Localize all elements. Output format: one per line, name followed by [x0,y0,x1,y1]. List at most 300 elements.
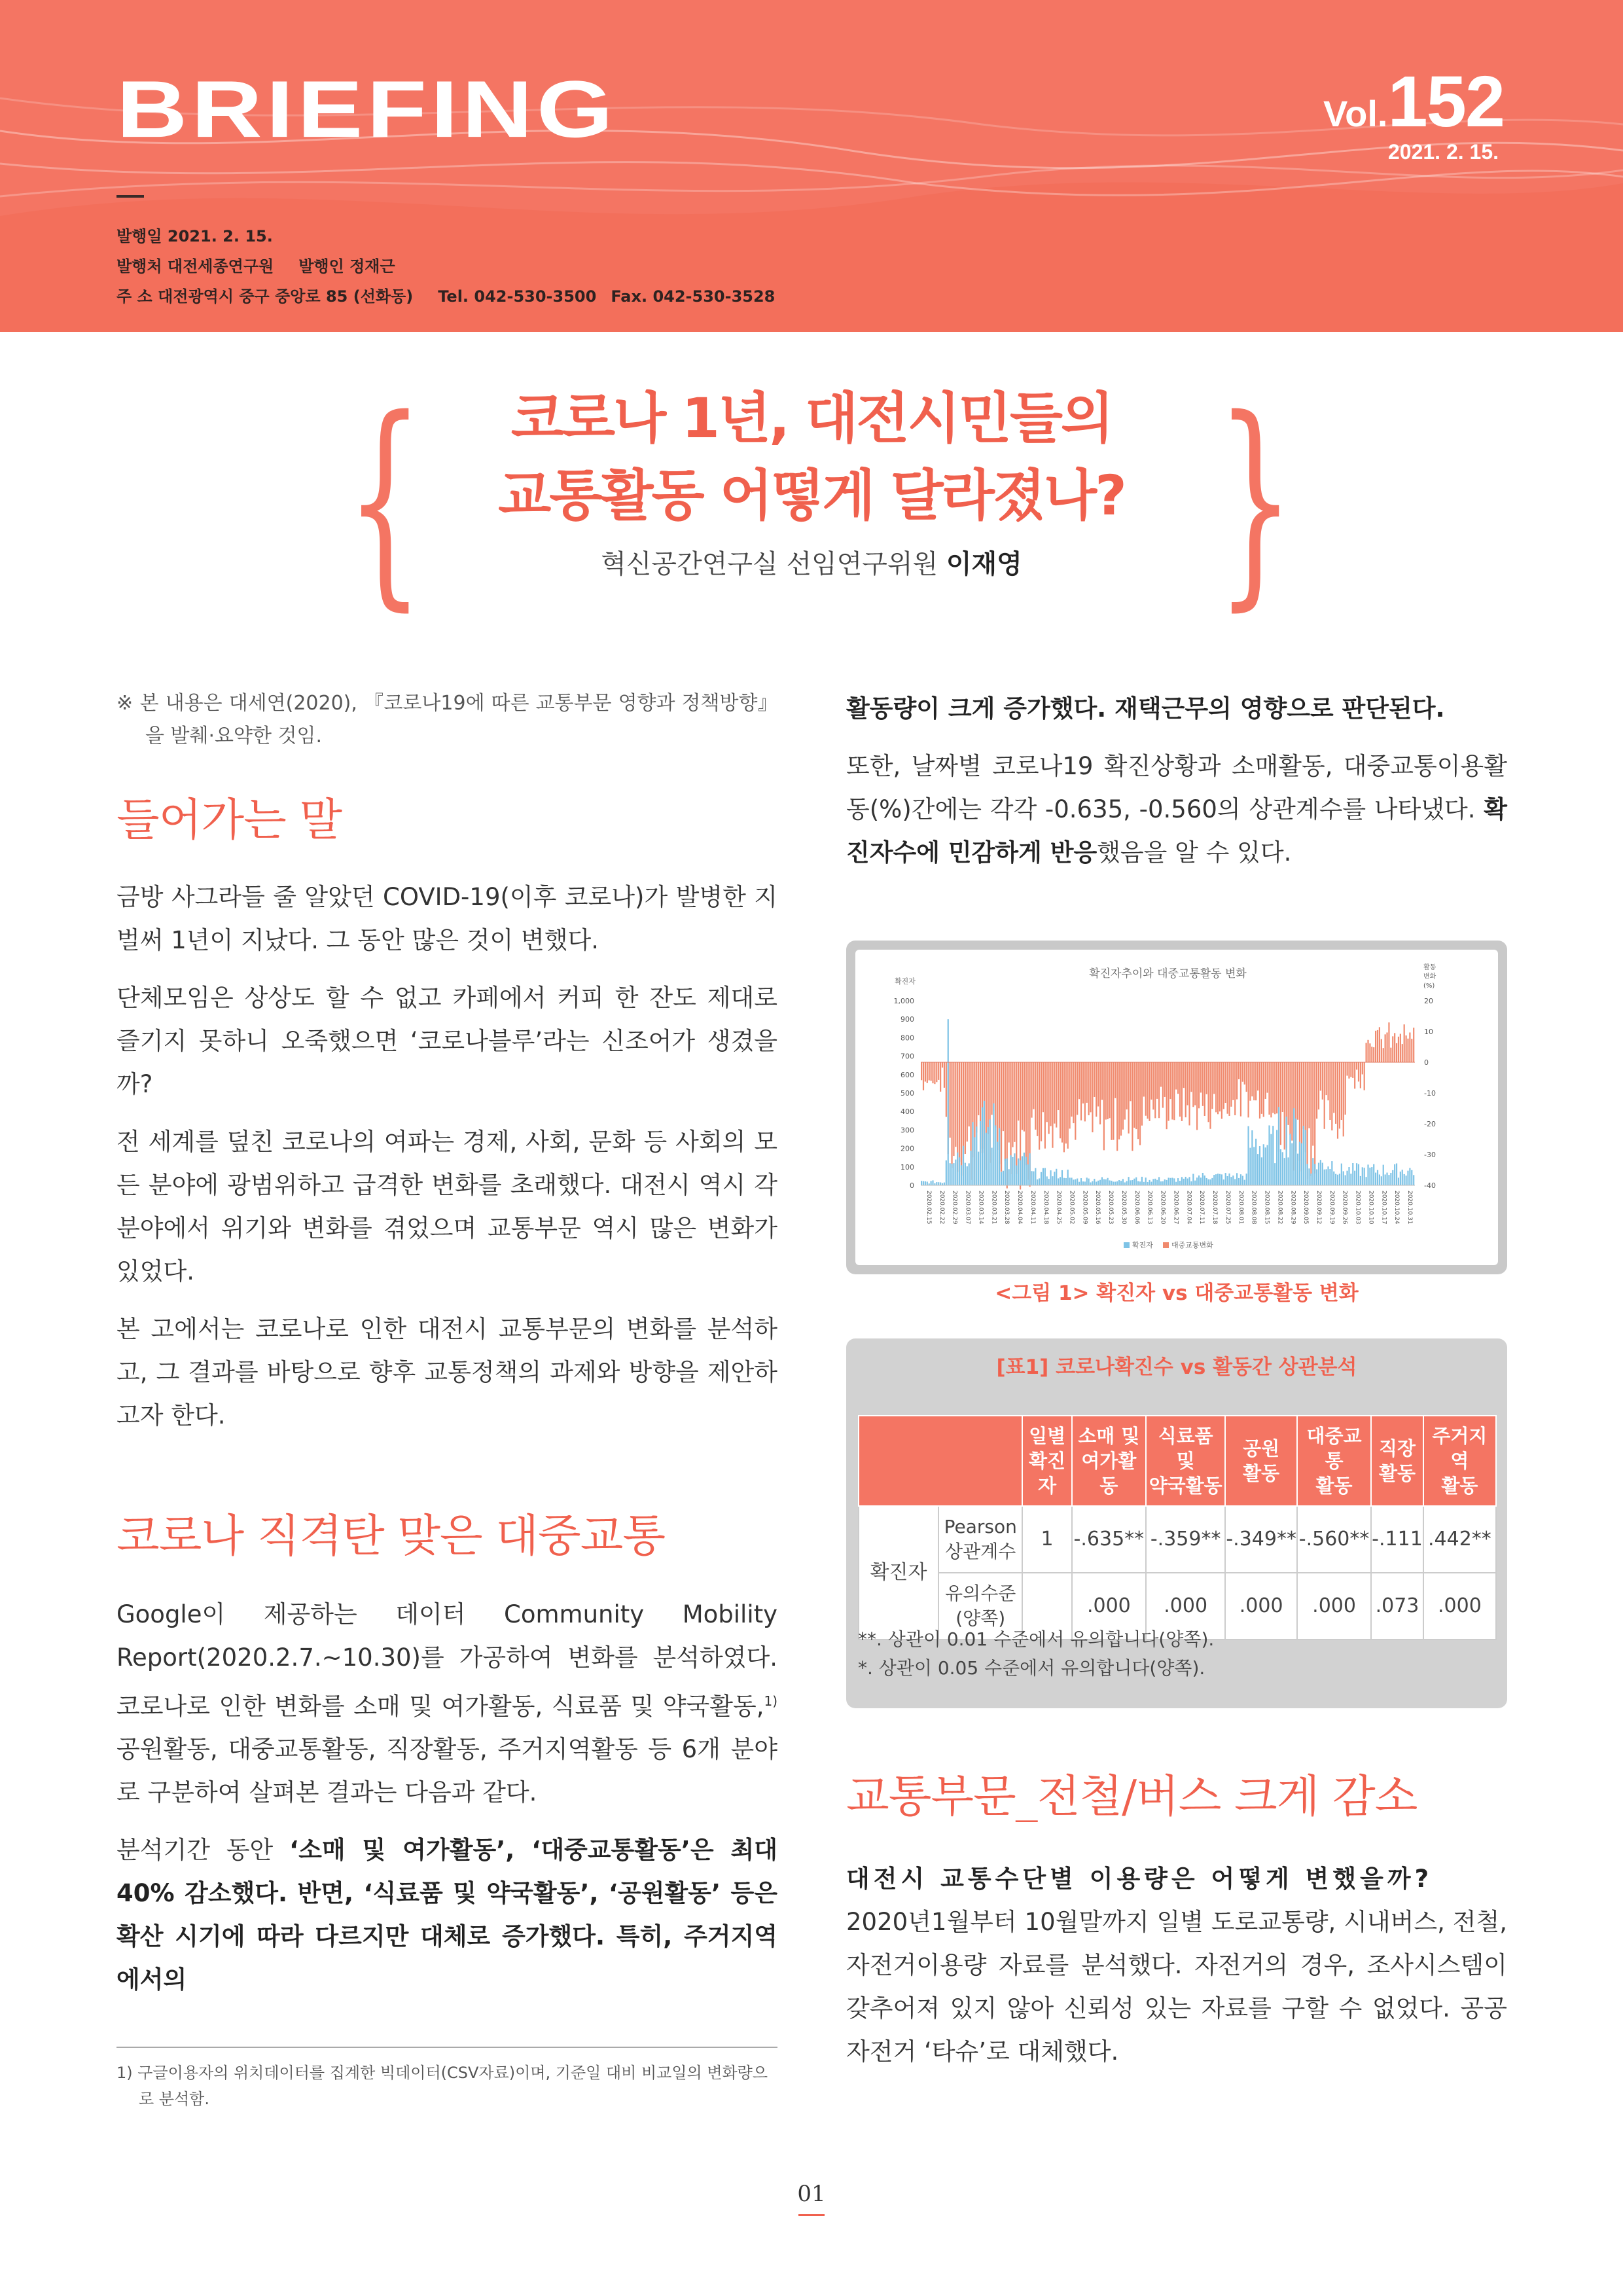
table-header: 주거지역 활동 [1423,1416,1496,1506]
activity-bar [1221,1062,1222,1119]
activity-bar [932,1062,933,1083]
confirmed-bar [1012,1157,1013,1185]
modes-question: 대전시 교통수단별 이용량은 어떻게 변했을까? [846,1865,1433,1893]
activity-bar [1409,1032,1410,1062]
confirmed-bar [951,1164,952,1185]
confirmed-bar [1362,1167,1363,1185]
confirmed-bar [1341,1164,1342,1185]
confirmed-bar [1390,1173,1391,1185]
activity-bar [1154,1062,1156,1118]
activity-bar [1005,1062,1006,1161]
activity-bar [1246,1062,1247,1092]
activity-bar [1396,1043,1397,1062]
confirmed-bar [1097,1181,1099,1185]
activity-bar [1022,1062,1023,1130]
confirmed-bar [969,1163,970,1185]
activity-bar [1253,1062,1255,1100]
confirmed-bar [1388,1175,1389,1185]
transit-paragraph-1 [116,1593,777,1814]
confirmed-bar [1058,1178,1059,1185]
activity-bar [1303,1062,1304,1129]
table-corner [859,1416,1022,1506]
confirmed-bar [972,1122,973,1185]
article-title-line1: 코로나 1년, 대전시민들의 [510,386,1113,450]
activity-bar [1183,1062,1185,1088]
confirmed-bar [1192,1174,1194,1185]
confirmed-bar [1084,1181,1086,1185]
confirmed-bar [967,1166,968,1185]
row-label: Pearson 상관계수 [938,1506,1022,1573]
confirmed-bar [1024,1153,1025,1185]
activity-bar [1137,1062,1139,1139]
confirmed-bar [1122,1179,1124,1185]
confirmed-bar [1054,1172,1055,1185]
transit-paragraph-2b: ‘소매 및 여가활동’, ‘대중교통활동’은 최대 40% 감소했다. 반면, ‘식료품 및 약국활동’, ‘공원활동’ 등은 확산 시기에 따라 다르지만 대체로 증가했다. 특히, 주거지역에서의 [116,1836,777,1994]
activity-bar [1274,1062,1275,1114]
confirmed-bar [1173,1178,1175,1185]
activity-bar [1061,1062,1063,1143]
confirmed-bar [1204,1175,1205,1185]
confirmed-bar [1356,1163,1357,1185]
activity-bar [1219,1062,1221,1111]
activity-bar [1141,1062,1143,1126]
volume-label: Vol. [1323,93,1388,134]
activity-bar [1158,1062,1160,1118]
confirmed-bar [1069,1177,1071,1185]
activity-bar [1364,1062,1365,1090]
confirmed-bar [1398,1177,1399,1185]
confirmed-bar [1352,1163,1353,1185]
page-number: 01 [797,2181,826,2207]
confirmed-bar [1236,1173,1238,1185]
confirmed-bar [971,1151,972,1185]
activity-bar [1272,1062,1274,1113]
activity-bar [1088,1062,1090,1115]
y-tick-label: 0 [910,1181,914,1190]
activity-bar [1003,1062,1004,1131]
confirmed-bar [1185,1177,1186,1185]
confirmed-bar [1293,1108,1294,1185]
activity-bar [1012,1062,1013,1147]
confirmed-bar [1080,1178,1082,1185]
x-tick-label: 2020.02.22 [938,1191,945,1225]
confirmed-bar [1366,1177,1367,1185]
confirmed-bar [944,1183,945,1185]
confirmed-bar [1008,1169,1010,1185]
activity-bar [1162,1062,1164,1108]
activity-bar [1217,1062,1219,1114]
activity-bar [1147,1062,1149,1119]
header-divider [116,195,144,198]
confirmed-bar [1137,1181,1139,1185]
activity-bar [1318,1062,1319,1109]
activity-bar [1058,1062,1059,1110]
confirmed-bar [1350,1174,1351,1185]
activity-bar [1345,1062,1346,1115]
publisher-person: 발행인 정재근 [298,257,395,276]
confirmed-bar [1301,1143,1302,1185]
activity-bar [1063,1062,1065,1152]
confirmed-bar [1141,1177,1143,1185]
activity-bar [1247,1062,1249,1117]
confirmed-bar [1228,1174,1230,1185]
confirmed-bar [923,1181,924,1185]
table-cell: -.635** [1072,1506,1146,1573]
confirmed-bar [1207,1179,1209,1185]
confirmed-bar [1116,1181,1118,1185]
confirmed-bar [1297,1154,1298,1185]
confirmed-bar [1003,1171,1004,1185]
activity-bar [1001,1062,1002,1172]
confirmed-bar [1263,1144,1264,1185]
confirmed-bar [1259,1146,1260,1185]
activity-bar [1356,1062,1357,1069]
confirmed-bar [1190,1181,1192,1185]
activity-bar [1244,1062,1245,1085]
correlation-emphasis: 확진자수에 민감하게 반응 [846,795,1507,867]
confirmed-bar [1198,1175,1200,1185]
y-tick-label: 200 [901,1144,914,1153]
chart-frame [846,941,1507,1274]
confirmed-bar [1067,1170,1069,1185]
table-note-1: **. 상관이 0.01 수준에서 유의합니다(양쪽). [858,1628,1215,1650]
transit-paragraph-2a: 분석기간 동안 [116,1836,290,1865]
confirmed-bar [1339,1174,1340,1185]
brand-logo: BRIEFING [116,63,617,154]
x-tick-label: 2020.04.11 [1029,1191,1036,1225]
table-header: 대중교통 활동 [1297,1416,1371,1506]
y-tick-label: 100 [901,1162,914,1172]
confirmed-bar [1168,1177,1169,1185]
activity-bar [1139,1062,1141,1145]
confirmed-bar [1265,1147,1266,1185]
author-line [0,543,1623,581]
activity-bar [1232,1062,1234,1100]
confirmed-bar [999,1128,1000,1185]
confirmed-bar [1246,1174,1247,1185]
confirmed-bar [1026,1157,1027,1185]
activity-bar [1069,1062,1071,1128]
activity-bar [1402,1044,1403,1062]
confirmed-bar [1405,1175,1406,1185]
activity-bar [1228,1062,1230,1116]
activity-bar [1236,1062,1238,1100]
activity-bar [1086,1062,1088,1103]
activity-bar [1109,1062,1110,1118]
row-group-label: 확진자 [859,1506,938,1640]
table-caption: [표1] 코로나확진수 vs 활동간 상관분석 [996,1355,1357,1379]
activity-bar [1238,1062,1240,1079]
activity-bar [931,1062,932,1081]
confirmed-bar [1065,1178,1067,1185]
confirmed-bar [1177,1178,1179,1185]
activity-bar [1075,1062,1076,1140]
confirmed-bar [1077,1179,1078,1185]
activity-bar [1284,1062,1285,1149]
activity-bar [921,1062,922,1080]
activity-bar [1200,1062,1202,1092]
legend-label-confirmed: 확진자 [1132,1241,1153,1249]
activity-bar [1287,1062,1289,1125]
confirmed-bar [1128,1177,1130,1185]
activity-bar [1031,1062,1032,1118]
activity-bar [940,1062,941,1092]
activity-bar [1333,1062,1334,1113]
confirmed-bar [1322,1163,1323,1185]
activity-bar [1024,1062,1025,1132]
activity-bar [959,1062,960,1162]
intro-paragraph-4: 본 고에서는 코로나로 인한 대전시 교통부문의 변화를 분석하고, 그 결과를 바탕으로 향후 교통정책의 과제와 방향을 제안하고자 한다. [116,1315,777,1429]
confirmed-bar [1404,1174,1405,1185]
activity-bar [1339,1062,1340,1128]
confirmed-bar [1160,1181,1162,1185]
activity-bar [1082,1062,1084,1103]
confirmed-bar [1385,1174,1386,1185]
confirmed-bar [1249,1148,1251,1185]
activity-bar [991,1062,992,1115]
intro-paragraph-3: 전 세계를 덮친 코로나의 여파는 경제, 사회, 문화 등 사회의 모든 분야에 광범위하고 급격한 변화를 초래했다. 대전시 역시 각 분야에서 위기와 변화를 겪었으며 교통부문 역시 많은 변화가 있었다. [116,1128,777,1285]
confirmed-bar [1041,1172,1042,1185]
page-number-underline [798,2214,825,2216]
confirmed-bar [1175,1182,1177,1185]
table-cell: -.359** [1146,1506,1225,1573]
confirmed-bar [1143,1182,1145,1185]
chart-area [855,950,1498,1265]
pub-date: 발행일 2021. 2. 15. [116,227,273,245]
activity-bar [1094,1062,1095,1097]
activity-bar [1194,1062,1196,1105]
activity-bar [1116,1062,1118,1151]
confirmed-bar [946,1160,947,1185]
activity-bar [1054,1062,1055,1124]
confirmed-bar [997,1142,998,1185]
table-cell: .442** [1423,1506,1496,1573]
y2-axis-label: 변화 [1423,973,1436,980]
confirmed-bar [1211,1178,1213,1185]
table-cell: -.560** [1297,1506,1371,1573]
activity-bar [1202,1062,1204,1106]
confirmed-bar [955,1160,956,1185]
confirmed-bar [1413,1175,1414,1185]
activity-bar [934,1062,935,1084]
confirmed-bar [1409,1168,1410,1185]
confirmed-bar [1194,1181,1196,1185]
x-tick-label: 2020.10.24 [1393,1191,1400,1225]
activity-bar [1160,1062,1162,1087]
activity-bar [936,1062,937,1082]
confirmed-bar [1251,1130,1253,1185]
confirmed-bar [1096,1181,1097,1185]
activity-bar [951,1062,952,1168]
confirmed-bar [1016,1166,1017,1185]
activity-bar [1209,1062,1211,1129]
activity-bar [997,1062,998,1150]
activity-bar [1326,1062,1327,1095]
activity-bar [1156,1062,1158,1099]
activity-bar [1171,1062,1173,1119]
y2-tick-label: -40 [1424,1181,1436,1190]
confirmed-bar [1075,1179,1076,1185]
x-tick-label: 2020.03.21 [990,1191,997,1225]
confirmed-bar [1130,1180,1131,1185]
activity-bar [1092,1062,1093,1132]
activity-bar [1173,1062,1175,1120]
confirmed-bar [1020,1160,1021,1185]
confirmed-bar [1379,1174,1380,1185]
activity-bar [1033,1062,1034,1109]
activity-bar [946,1062,947,1117]
confirmed-bar [980,1121,981,1185]
activity-bar [1120,1062,1122,1136]
confirmed-bar [1327,1166,1329,1185]
confirmed-bar [957,1153,958,1185]
activity-bar [1213,1062,1215,1094]
confirmed-bar [1310,1174,1311,1185]
activity-bar [1065,1062,1067,1143]
activity-bar [950,1062,951,1138]
confirmed-bar [1169,1178,1171,1185]
confirmed-bar [1369,1168,1370,1185]
confirmed-bar [1360,1176,1361,1185]
confirmed-bar [1063,1178,1065,1185]
confirmed-bar [1158,1177,1160,1185]
x-tick-label: 2020.05.16 [1094,1191,1101,1225]
confirmed-bar [959,1157,960,1185]
activity-bar [953,1062,954,1156]
confirmed-bar [1101,1177,1103,1185]
table-note-2: *. 상관이 0.05 수준에서 유의합니다(양쪽). [858,1657,1205,1679]
x-tick-label: 2020.08.15 [1263,1191,1270,1225]
confirmed-bar [991,1148,992,1185]
confirmed-bar [1031,1171,1032,1185]
confirmed-bar [990,1119,991,1185]
confirmed-bar [1234,1179,1236,1185]
confirmed-bar [1039,1178,1040,1185]
table-header: 일별 확진자 [1022,1416,1071,1506]
confirmed-bar [1099,1180,1101,1185]
confirmed-bar [1206,1178,1207,1185]
confirmed-bar [1318,1163,1319,1185]
confirmed-bar [1255,1139,1257,1185]
activity-bar [1341,1062,1342,1120]
x-tick-label: 2020.06.27 [1172,1191,1179,1225]
activity-bar [1048,1062,1050,1134]
activity-bar [1169,1062,1171,1099]
confirmed-bar [1094,1179,1095,1185]
footnote: 1) 구글이용자의 위치데이터를 집계한 빅데이터(CSV자료)이며, 기준일 대비 비교일의 변화량으로 분석함. [116,2064,768,2108]
confirmed-bar [1092,1181,1093,1185]
confirmed-bar [1306,1164,1308,1185]
activity-bar [1242,1062,1243,1082]
table-frame [846,1338,1507,1708]
confirmed-bar [938,1182,939,1185]
confirmed-bar [921,1181,922,1185]
confirmed-bar [1113,1181,1114,1185]
confirmed-bar [1411,1170,1412,1185]
activity-bar [1181,1062,1183,1121]
confirmed-bar [1295,1119,1296,1185]
activity-bar [1188,1062,1190,1125]
confirmed-bar [1007,1158,1008,1185]
confirmed-bar [1103,1179,1105,1185]
confirmed-bar [976,1126,977,1185]
activity-bar [1067,1062,1069,1149]
activity-bar [1097,1062,1099,1106]
x-tick-label: 2020.09.19 [1328,1191,1335,1225]
continued-paragraph: 활동량이 크게 증가했다. 재택근무의 영향으로 판단된다. [846,694,1445,723]
activity-bar [1392,1036,1393,1062]
confirmed-bar [1105,1179,1107,1185]
x-tick-label: 2020.06.13 [1146,1191,1153,1225]
table-cell: .000 [1072,1573,1146,1640]
y-tick-label: 500 [901,1089,914,1098]
activity-bar [1369,1043,1370,1062]
table-cell: .073 [1371,1573,1423,1640]
confirmed-bar [1010,1155,1011,1185]
confirmed-bar [1238,1178,1240,1185]
activity-bar [1211,1062,1213,1109]
x-tick-label: 2020.02.15 [925,1191,932,1225]
confirmed-bar [1276,1130,1277,1185]
activity-bar [1113,1062,1114,1140]
confirmed-bar [1348,1167,1349,1185]
confirmed-bar [1052,1176,1053,1185]
legend-swatch-activity [1163,1242,1169,1248]
confirmed-bar [1240,1174,1241,1185]
activity-bar [1322,1062,1323,1100]
confirmed-bar [1291,1143,1293,1185]
activity-bar [1039,1062,1040,1150]
activity-bar [1354,1062,1355,1088]
confirmed-bar [1082,1181,1084,1185]
confirmed-bar [1149,1180,1150,1185]
y2-tick-label: 0 [1424,1058,1429,1067]
activity-bar [1016,1062,1017,1174]
volume-number: 152 [1387,62,1504,142]
article-title-line2: 교통활동 어떻게 달라졌나? [498,463,1125,528]
activity-bar [1126,1062,1128,1109]
confirmed-bar [1316,1170,1317,1185]
confirmed-bar [1048,1179,1050,1185]
x-tick-label: 2020.10.10 [1367,1191,1374,1225]
x-tick-label: 2020.10.17 [1380,1191,1387,1225]
confirmed-bar [1324,1170,1325,1185]
activity-bar [923,1062,924,1090]
activity-bar [1320,1062,1321,1091]
author-name: 이재영 [946,549,1022,579]
confirmed-bar [1050,1170,1051,1185]
y-axis-label: 확진자 [895,977,916,986]
correlation-paragraph [846,745,1507,874]
x-tick-label: 2020.06.20 [1159,1191,1166,1225]
confirmed-bar [1147,1182,1149,1185]
confirmed-bar [1367,1164,1368,1185]
activity-bar [1259,1062,1260,1119]
x-tick-label: 2020.05.23 [1107,1191,1115,1225]
x-tick-label: 2020.05.09 [1081,1191,1088,1225]
table-cell: -.111 [1371,1506,1423,1573]
activity-bar [1230,1062,1232,1107]
confirmed-bar [1109,1180,1110,1185]
activity-bar [1280,1062,1281,1145]
left-column [116,687,777,2001]
x-tick-label: 2020.10.31 [1406,1191,1414,1225]
confirmed-bar [1305,1130,1306,1185]
confirmed-bar [1284,1158,1285,1185]
activity-bar [988,1062,989,1134]
activity-bar [1348,1062,1349,1079]
x-tick-label: 2020.07.18 [1211,1191,1219,1225]
